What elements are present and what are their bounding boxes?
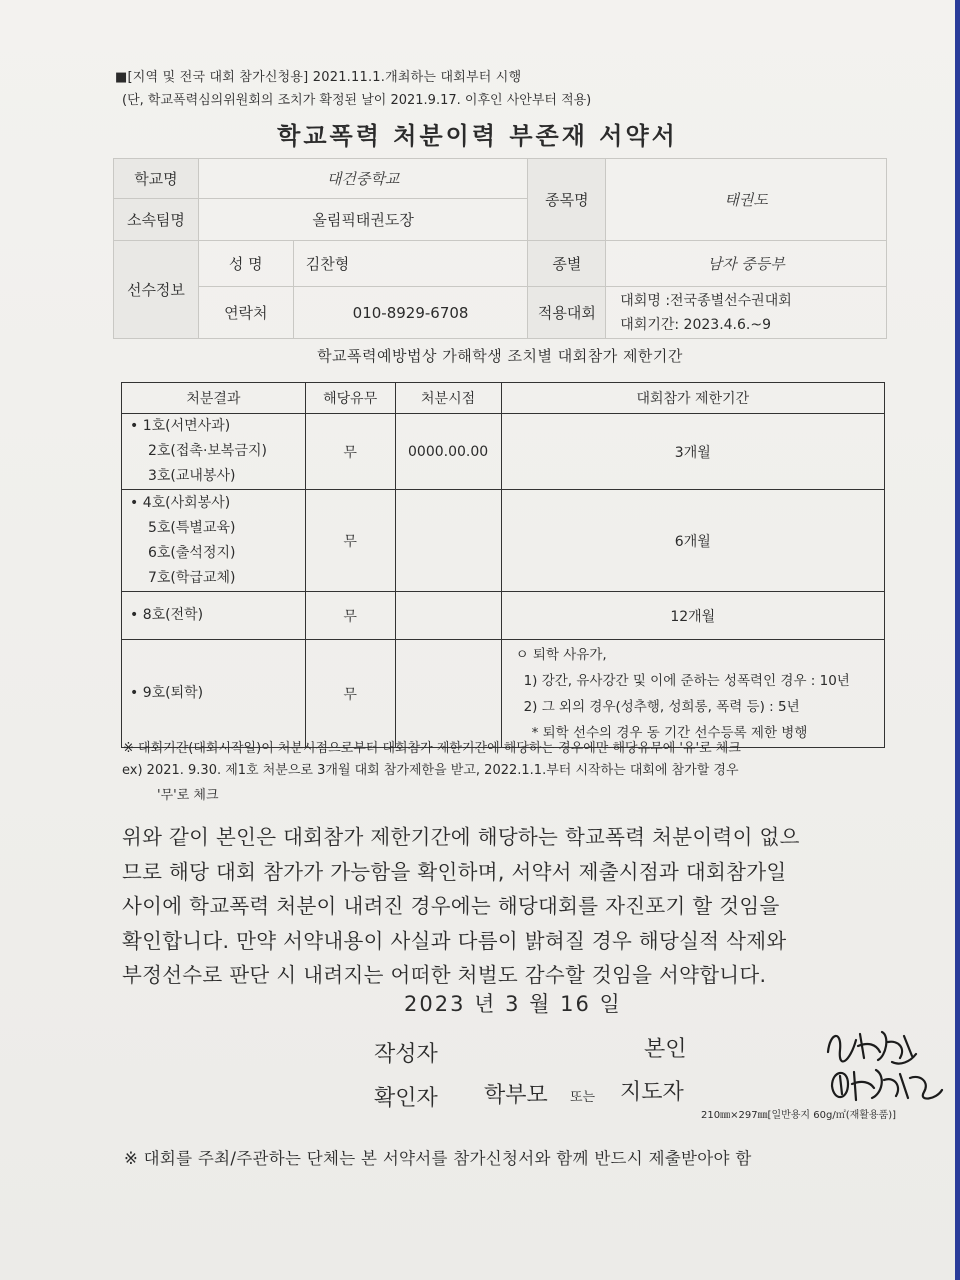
result-item: 5호(특별교육) bbox=[148, 519, 236, 536]
team-label: 소속팀명 bbox=[114, 199, 199, 241]
pledge-line: 므로 해당 대회 참가가 가능함을 확인하며, 서약서 제출시점과 대회참가일 bbox=[122, 859, 787, 884]
note-line: 2) 그 외의 경우(성추행, 성희롱, 폭력 등) : 5년 bbox=[523, 698, 800, 715]
sanction-table bbox=[121, 382, 885, 748]
result-item: 3호(교내봉사) bbox=[148, 468, 236, 484]
writer-label: 작성자 bbox=[374, 1042, 438, 1067]
result-cell bbox=[122, 640, 306, 748]
category-label: 종별 bbox=[528, 241, 606, 287]
player-info-label: 선수정보 bbox=[114, 241, 199, 339]
sanction-header-row bbox=[122, 383, 885, 414]
result-item: • 4호(사회봉사) bbox=[130, 494, 231, 511]
header-applicable: 해당유무 bbox=[305, 383, 395, 414]
competition-period: 대회기간: 2023.4.6.~9 bbox=[620, 316, 771, 333]
table-row bbox=[122, 592, 885, 640]
table-row bbox=[122, 414, 885, 490]
pledge-line: 확인합니다. 만약 서약내용이 사실과 다름이 밝혀질 경우 해당실적 삭제와 bbox=[122, 928, 787, 953]
writer-value: 본인 bbox=[644, 1037, 687, 1062]
header-date: 처분시점 bbox=[395, 383, 501, 414]
header-line-2: (단, 학교폭력심의위원회의 조치가 확정된 날이 2021.9.17. 이후인 사안부터 적용) bbox=[122, 93, 592, 108]
note-line: 1) 강간, 유사강간 및 이에 준하는 성폭력인 경우 : 10년 bbox=[523, 672, 850, 689]
footnote-line-3: '무'로 체크 bbox=[157, 788, 219, 803]
period-cell: 12개월 bbox=[501, 592, 884, 640]
period-cell: 6개월 bbox=[501, 490, 884, 592]
competition-label: 적용대회 bbox=[528, 287, 606, 339]
confirmer-parent: 학부모 bbox=[484, 1083, 548, 1108]
date-cell bbox=[395, 592, 501, 640]
name-label: 성 명 bbox=[198, 241, 293, 287]
period-cell: 3개월 bbox=[501, 414, 884, 490]
date-cell: 0000.00.00 bbox=[395, 414, 501, 490]
result-item: 6호(출석정지) bbox=[148, 544, 236, 561]
sanction-subtitle: 학교폭력예방법상 가해학생 조치별 대회참가 제한기간 bbox=[317, 347, 683, 365]
pledge-line: 위와 같이 본인은 대회참가 제한기간에 해당하는 학교폭력 처분이력이 없으 bbox=[122, 825, 800, 849]
header-period: 대회참가 제한기간 bbox=[501, 383, 884, 414]
document-title: 학교폭력 처분이력 부존재 서약서 bbox=[277, 122, 678, 150]
result-cell bbox=[122, 490, 306, 592]
school-value: 대건중학교 bbox=[198, 159, 528, 199]
table-row bbox=[122, 640, 885, 748]
result-item: • 9호(퇴학) bbox=[130, 685, 204, 701]
info-table bbox=[113, 158, 887, 339]
result-cell bbox=[122, 414, 306, 490]
pledge-text bbox=[122, 820, 902, 993]
confirmer-or: 또는 bbox=[570, 1090, 596, 1105]
note-line: ㅇ 퇴학 사유가, bbox=[515, 646, 607, 663]
event-label: 종목명 bbox=[528, 159, 606, 241]
footnote-line-1: ※ 대회기간(대회시작일)이 처분시점으로부터 대회참가 제한기간에 해당하는 경우에만 해당유무에 '유'로 체크 bbox=[123, 741, 741, 756]
table-row bbox=[122, 490, 885, 592]
competition-name: 대회명 :전국종별선수권대회 bbox=[620, 292, 792, 309]
applicable-cell: 무 bbox=[305, 414, 395, 490]
header-line-1: ■[지역 및 전국 대회 참가신청용] 2021.11.1.개최하는 대회부터 시행 bbox=[115, 70, 522, 85]
result-item: • 8호(전학) bbox=[130, 607, 204, 623]
pledge-line: 사이에 학교폭력 처분이 내려진 경우에는 해당대회를 자진포기 할 것임을 bbox=[122, 894, 780, 918]
signing-date: 2023 년 3 월 16 일 bbox=[404, 992, 622, 1016]
applicable-cell: 무 bbox=[305, 640, 395, 748]
applicable-cell: 무 bbox=[305, 490, 395, 592]
result-item: 2호(접촉·보복금지) bbox=[148, 443, 267, 459]
confirmer-signature bbox=[826, 1062, 946, 1106]
result-item: 7호(학급교체) bbox=[148, 569, 236, 586]
date-cell bbox=[395, 490, 501, 592]
name-value: 김찬형 bbox=[293, 241, 528, 287]
bottom-note: ※ 대회를 주최/주관하는 단체는 본 서약서를 참가신청서와 함께 반드시 제출받아야 함 bbox=[124, 1149, 752, 1168]
confirmer-coach: 지도자 bbox=[620, 1080, 684, 1105]
result-item: • 1호(서면사과) bbox=[130, 418, 231, 434]
expulsion-notes bbox=[501, 640, 884, 748]
note-line: * 퇴학 선수의 경우 동 기간 선수등록 제한 병행 bbox=[531, 724, 808, 741]
paper-spec: 210㎜×297㎜[일반용지 60g/㎡(재활용품)] bbox=[701, 1110, 897, 1121]
team-value: 올림픽태권도장 bbox=[198, 199, 528, 241]
school-label: 학교명 bbox=[114, 159, 199, 199]
header-result: 처분결과 bbox=[122, 383, 306, 414]
result-cell bbox=[122, 592, 306, 640]
applicable-cell: 무 bbox=[305, 592, 395, 640]
contact-label: 연락처 bbox=[198, 287, 293, 339]
pledge-line: 부정선수로 판단 시 내려지는 어떠한 처벌도 감수할 것임을 서약합니다. bbox=[122, 963, 767, 987]
event-value: 태권도 bbox=[606, 159, 887, 241]
contact-value: 010-8929-6708 bbox=[293, 287, 528, 339]
competition-info bbox=[606, 287, 887, 339]
confirmer-label: 확인자 bbox=[374, 1086, 438, 1111]
category-value: 남자 중등부 bbox=[606, 241, 887, 287]
footnote-line-2: ex) 2021. 9.30. 제1호 처분으로 3개월 대회 참가제한을 받고, 2022.1.1.부터 시작하는 대회에 참가할 경우 bbox=[122, 763, 739, 778]
date-cell bbox=[395, 640, 501, 748]
